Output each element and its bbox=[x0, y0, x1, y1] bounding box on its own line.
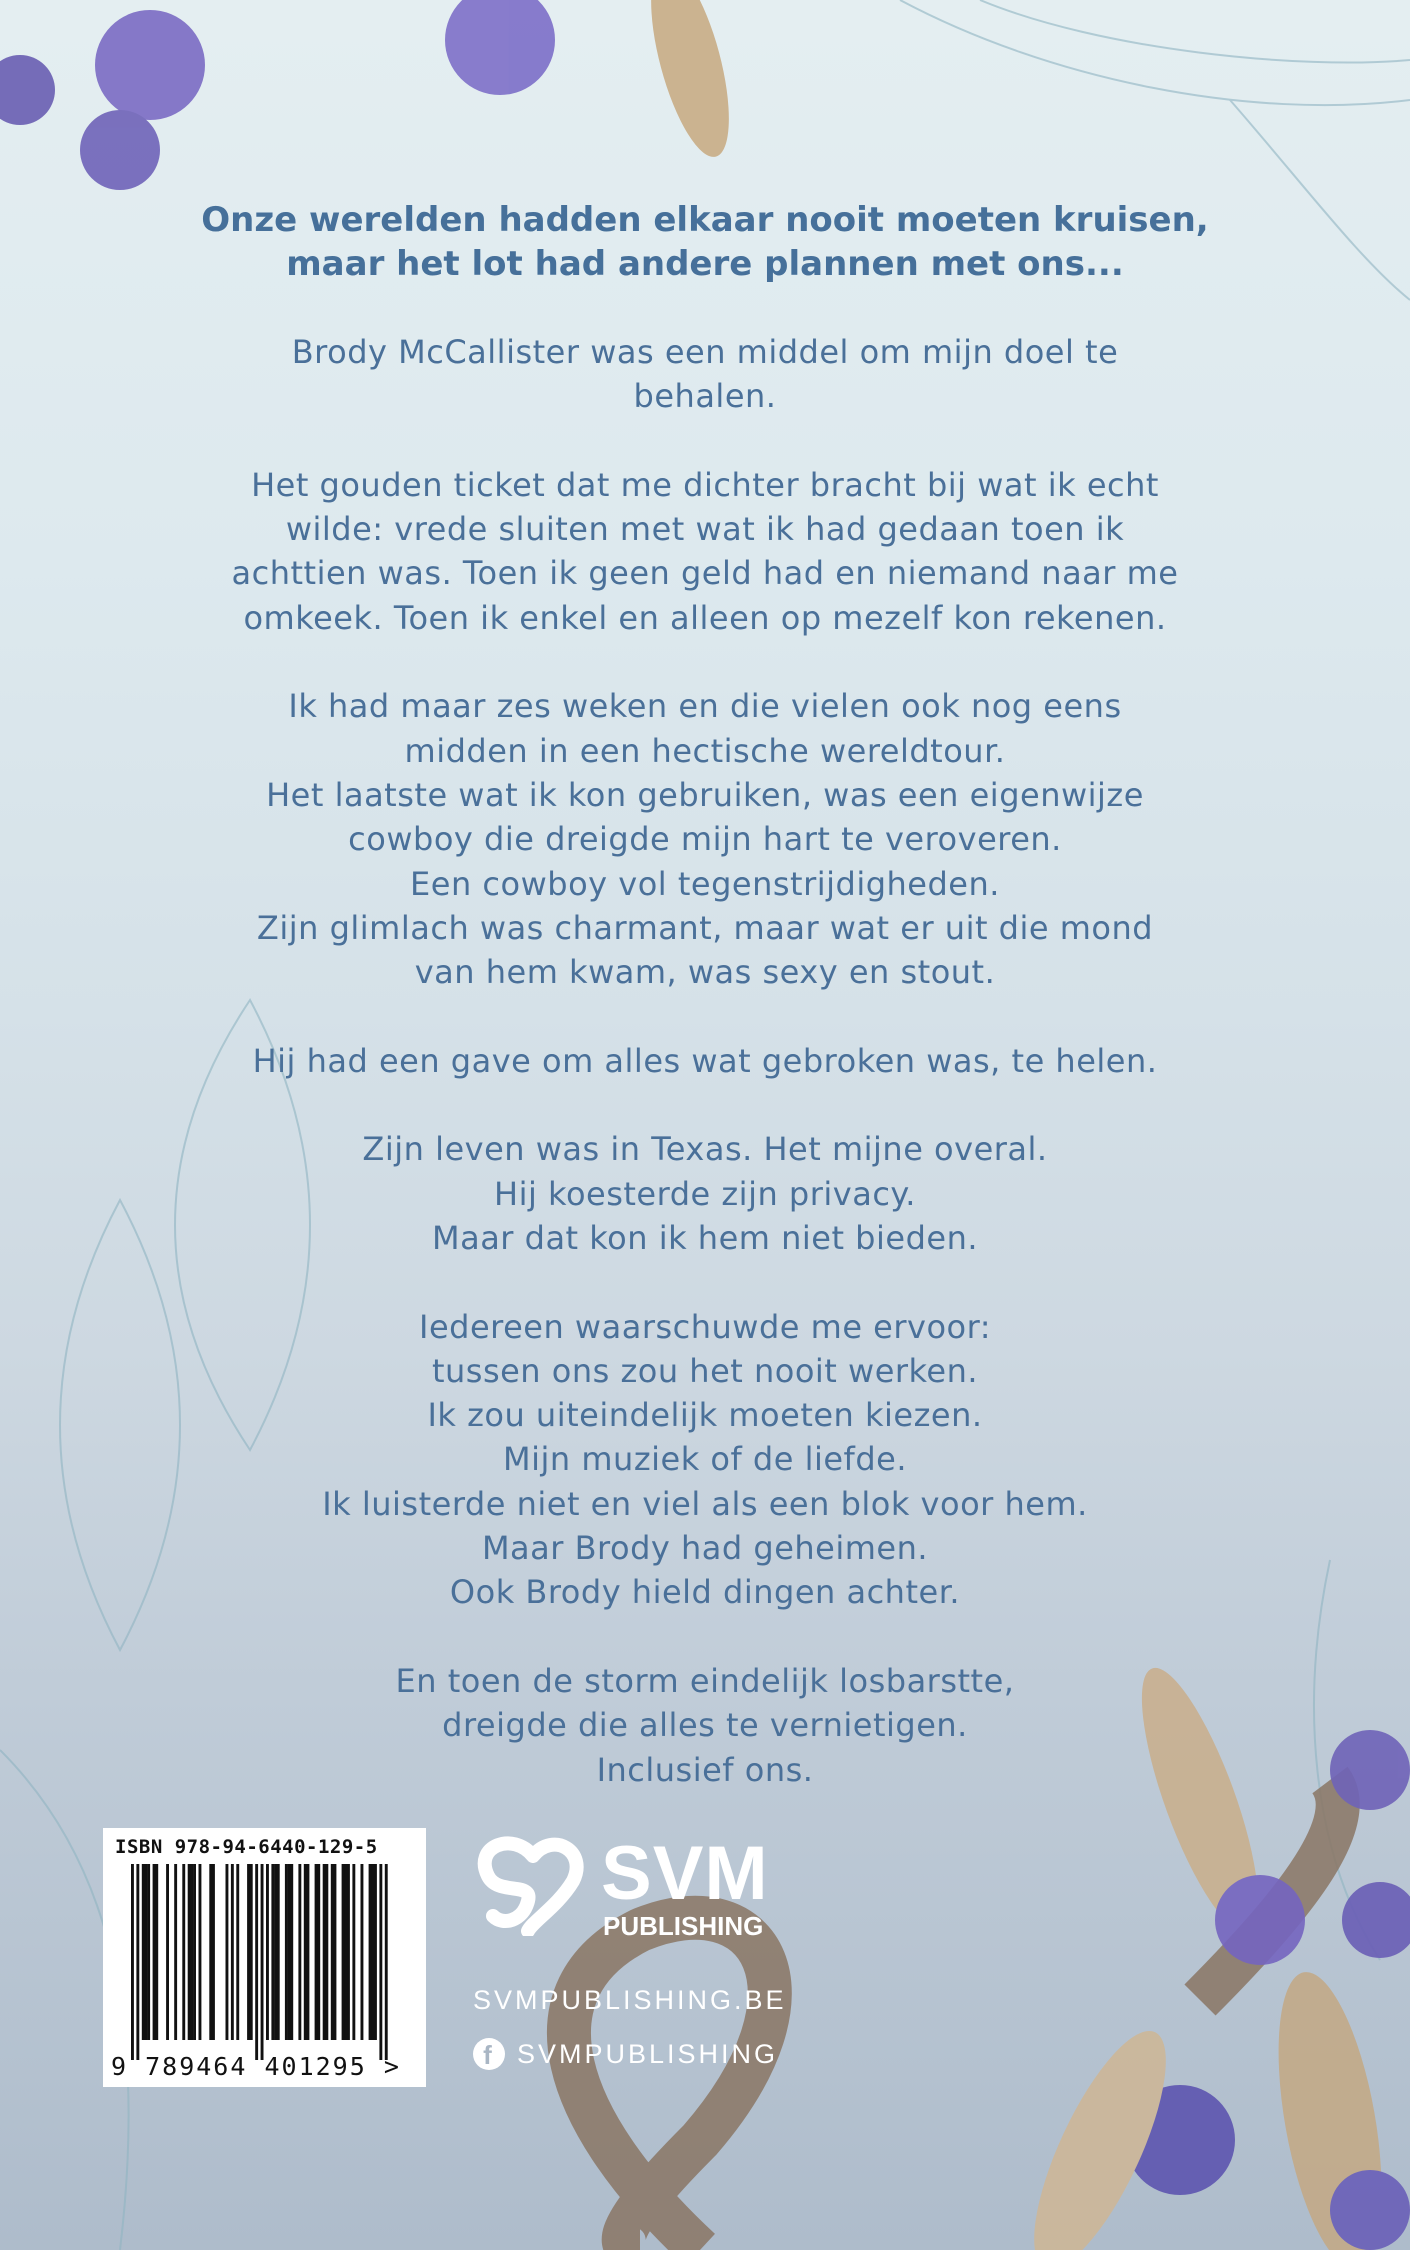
barcode-bar bbox=[188, 1864, 191, 2040]
barcode-bar bbox=[153, 1864, 156, 2040]
headline-line: maar het lot had andere plannen met ons... bbox=[286, 244, 1124, 284]
blurb-paragraphs bbox=[0, 330, 1410, 1792]
barcode-bar bbox=[209, 1864, 212, 2040]
barcode-bar bbox=[212, 1864, 215, 2040]
barcode-bar bbox=[147, 1864, 150, 2040]
isbn-barcode bbox=[103, 1828, 426, 2087]
barcode-bar bbox=[285, 1864, 288, 2040]
barcode-bar bbox=[298, 1864, 301, 2040]
barcode-bar bbox=[166, 1864, 169, 2040]
barcode-bar bbox=[334, 1864, 337, 2040]
isbn-label: ISBN 978-94-6440-129-5 bbox=[115, 1836, 378, 1858]
cornflowers-top bbox=[0, 0, 745, 190]
paragraph-line: Ook Brody hield dingen achter. bbox=[449, 1573, 961, 1612]
barcode-bar bbox=[315, 1864, 318, 2040]
paragraph bbox=[0, 684, 1410, 994]
barcode-bar bbox=[304, 1864, 307, 2040]
publisher-name: SVM bbox=[601, 1831, 769, 1916]
paragraph-line: Ik luisterde niet en viel als een blok voor hem. bbox=[322, 1484, 1088, 1523]
headline bbox=[0, 198, 1410, 286]
paragraph-line: Inclusief ons. bbox=[596, 1750, 814, 1789]
paragraph-line: Het laatste wat ik kon gebruiken, was een eigenwijze bbox=[266, 775, 1144, 814]
paragraph bbox=[0, 1127, 1410, 1260]
paragraph-line: Iedereen waarschuwde me ervoor: bbox=[419, 1307, 991, 1346]
paragraph-line: Ik zou uiteindelijk moeten kiezen. bbox=[427, 1396, 983, 1435]
barcode-bar bbox=[277, 1864, 280, 2040]
paragraph-line: Het gouden ticket dat me dichter bracht bij wat ik echt bbox=[251, 465, 1159, 504]
paragraph-line: Ik had maar zes weken en die vielen ook nog eens bbox=[288, 687, 1122, 726]
paragraph-line: Zijn glimlach was charmant, maar wat er uit die mond bbox=[256, 908, 1154, 947]
publisher-website: SVMPUBLISHING.BE bbox=[473, 1985, 787, 2015]
barcode-bar bbox=[174, 1864, 177, 2040]
barcode-bar bbox=[290, 1864, 293, 2040]
barcode-bar bbox=[325, 1864, 328, 2040]
paragraph-line: dreigde die alles te vernietigen. bbox=[442, 1706, 968, 1745]
barcode-bar bbox=[317, 1864, 320, 2040]
barcode-bar bbox=[344, 1864, 347, 2040]
barcode-bar bbox=[182, 1864, 185, 2040]
barcode-bar bbox=[374, 1864, 377, 2040]
barcode-bar bbox=[266, 1864, 269, 2040]
barcode-bar bbox=[250, 1864, 253, 2040]
paragraph-line: wilde: vrede sluiten met wat ik had gedaan toen ik bbox=[285, 510, 1125, 549]
paragraph-line: omkeek. Toen ik enkel en alleen op mezelf kon rekenen. bbox=[243, 598, 1167, 637]
barcode-bar bbox=[145, 1864, 148, 2040]
barcode-bar bbox=[361, 1864, 364, 2040]
barcode-bar bbox=[131, 1864, 134, 2060]
barcode-bar bbox=[231, 1864, 234, 2040]
paragraph-line: Maar dat kon ik hem niet bieden. bbox=[431, 1218, 979, 1257]
barcode-bar bbox=[352, 1864, 355, 2040]
paragraph-line: Mijn muziek of de liefde. bbox=[503, 1440, 907, 1479]
barcode-bar bbox=[199, 1864, 202, 2040]
paragraph bbox=[0, 463, 1410, 640]
paragraph-line: Hij koesterde zijn privacy. bbox=[494, 1174, 916, 1213]
barcode-bar bbox=[369, 1864, 372, 2040]
barcode-bar bbox=[261, 1864, 264, 2060]
barcode-bar bbox=[288, 1864, 291, 2040]
barcode-bar bbox=[247, 1864, 250, 2040]
barcode-bar bbox=[379, 1864, 382, 2060]
paragraph-line: Hij had een gave om alles wat gebroken was, te helen. bbox=[252, 1041, 1158, 1080]
paragraph-line: midden in een hectische wereldtour. bbox=[404, 731, 1006, 770]
paragraph-line: Brody McCallister was een middel om mijn doel te bbox=[291, 333, 1119, 371]
paragraph-line: behalen. bbox=[633, 377, 777, 416]
paragraph bbox=[0, 1305, 1410, 1615]
barcode-bar bbox=[236, 1864, 239, 2040]
barcode-bar bbox=[190, 1864, 193, 2040]
paragraph-line: van hem kwam, was sexy en stout. bbox=[414, 953, 996, 992]
barcode-bars bbox=[131, 1864, 401, 2064]
barcode-bar bbox=[385, 1864, 388, 2060]
barcode-bar bbox=[136, 1864, 139, 2060]
paragraph bbox=[0, 1659, 1410, 1792]
barcode-bar bbox=[307, 1864, 310, 2040]
barcode-bar bbox=[142, 1864, 145, 2040]
facebook-icon: f bbox=[473, 2038, 505, 2070]
paragraph bbox=[0, 1039, 1410, 1083]
barcode-bar bbox=[155, 1864, 158, 2040]
barcode-bar bbox=[274, 1864, 277, 2040]
ean-digits: 9 789464 401295 > bbox=[111, 2052, 401, 2081]
barcode-bar bbox=[193, 1864, 196, 2040]
paragraph-line: En toen de storm eindelijk losbarstte, bbox=[395, 1661, 1015, 1700]
publisher-logo bbox=[473, 1831, 773, 1946]
barcode-bar bbox=[323, 1864, 326, 2040]
paragraph-line: Zijn leven was in Texas. Het mijne overal. bbox=[362, 1130, 1048, 1169]
publisher-facebook bbox=[473, 2038, 778, 2070]
barcode-bar bbox=[347, 1864, 350, 2040]
barcode-bar bbox=[371, 1864, 374, 2040]
barcode-bar bbox=[271, 1864, 274, 2040]
barcode-bar bbox=[255, 1864, 258, 2060]
paragraph-line: cowboy die dreigde mijn hart te veroveren. bbox=[348, 820, 1062, 859]
barcode-bar bbox=[226, 1864, 229, 2040]
facebook-handle: SVMPUBLISHING bbox=[517, 2038, 779, 2069]
barcode-bar bbox=[331, 1864, 334, 2040]
paragraph-line: Maar Brody had geheimen. bbox=[481, 1529, 929, 1568]
headline-line: Onze werelden hadden elkaar nooit moeten kruisen, bbox=[201, 200, 1209, 240]
paragraph-line: tussen ons zou het nooit werken. bbox=[431, 1351, 979, 1390]
paragraph-line: achttien was. Toen ik geen geld had en niemand naar me bbox=[231, 554, 1179, 593]
paragraph bbox=[0, 330, 1410, 419]
paragraph-line: Een cowboy vol tegenstrijdigheden. bbox=[410, 864, 1000, 903]
barcode-bar bbox=[342, 1864, 345, 2040]
heart-s-logo-icon bbox=[473, 1836, 593, 1936]
publisher-sub: PUBLISHING bbox=[603, 1911, 764, 1941]
blurb bbox=[0, 198, 1410, 1836]
